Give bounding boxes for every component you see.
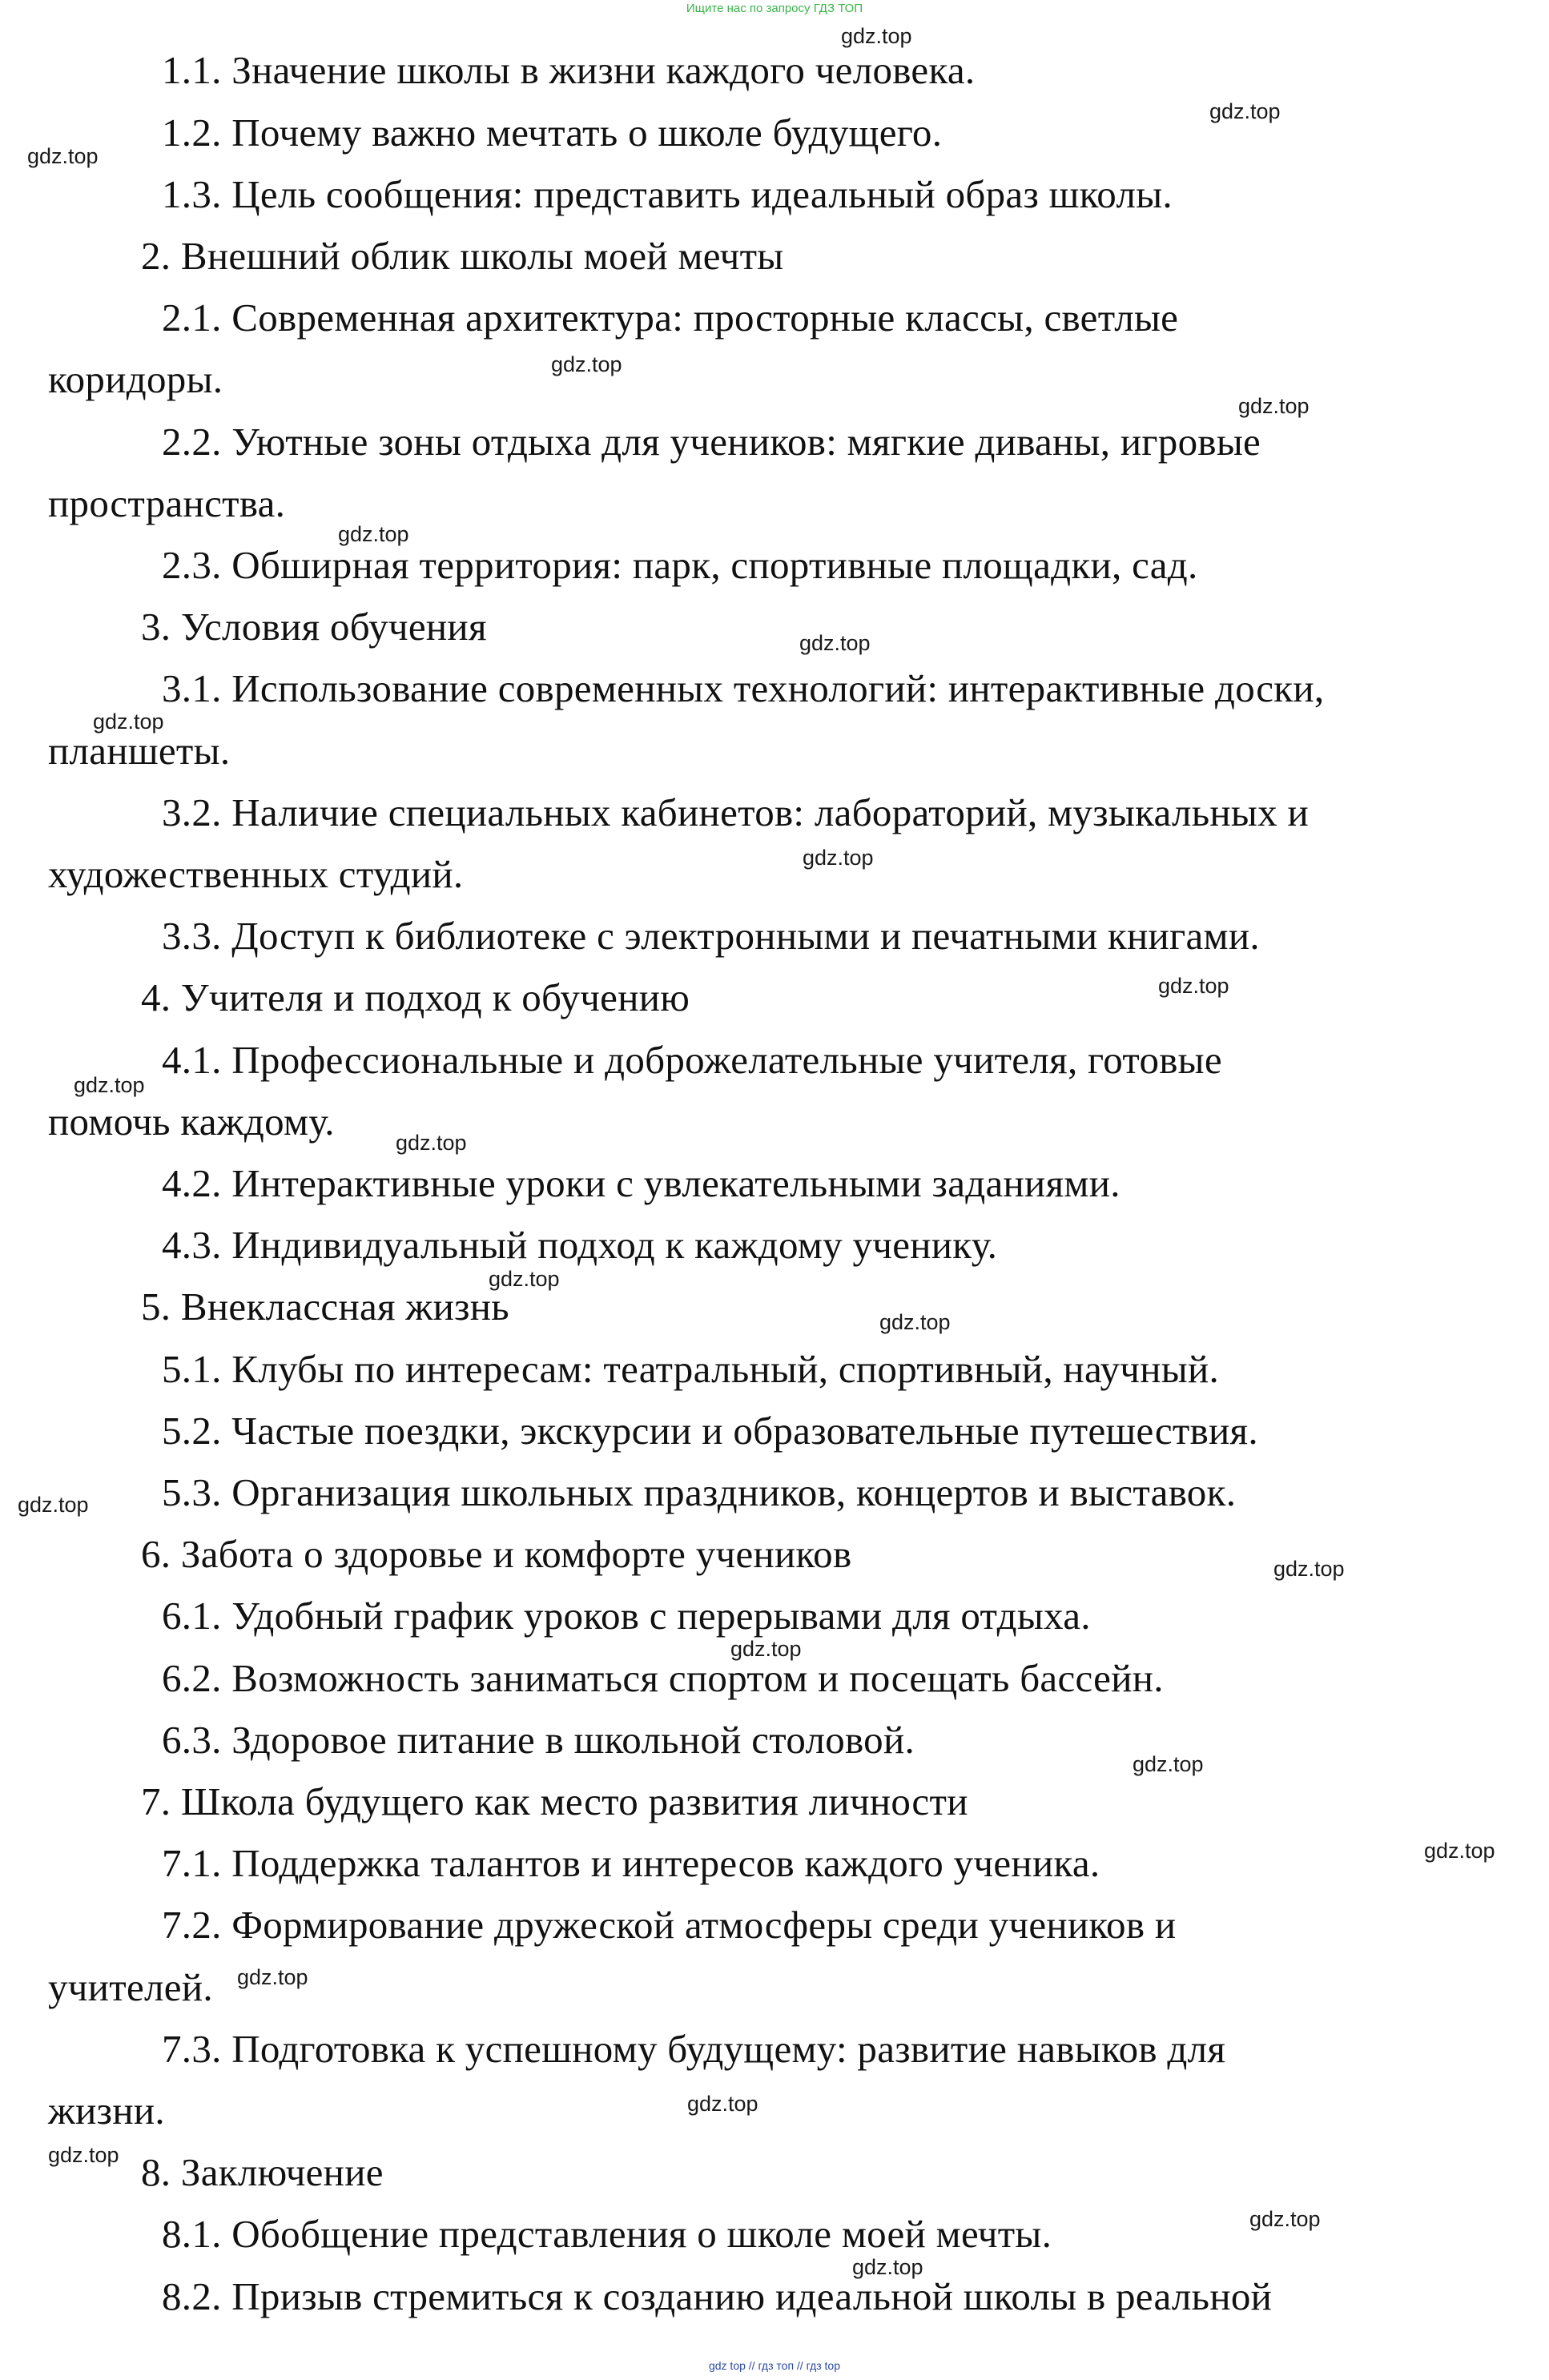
outline-line: 2.1. Современная архитектура: просторные классы, светлые xyxy=(162,295,1179,340)
watermark: gdz.top xyxy=(396,1131,467,1155)
watermark: gdz.top xyxy=(1209,99,1281,123)
outline-line: 1.2. Почему важно мечтать о школе будущего. xyxy=(162,111,943,155)
outline-line: коридоры. xyxy=(48,357,223,401)
outline-line: 8.1. Обобщение представления о школе моей мечты. xyxy=(162,2212,1052,2256)
watermark: gdz.top xyxy=(237,1965,308,1989)
watermark: gdz.top xyxy=(687,2092,758,2116)
watermark: gdz.top xyxy=(879,1310,951,1334)
watermark: gdz.top xyxy=(1273,1557,1345,1581)
watermark: gdz.top xyxy=(48,2143,119,2167)
outline-line: 4.1. Профессиональные и доброжелательные учителя, готовые xyxy=(162,1038,1222,1082)
outline-line: 6.1. Удобный график уроков с перерывами для отдыха. xyxy=(162,1594,1091,1638)
top-banner: Ищите нас по запросу ГДЗ ТОП xyxy=(686,2,863,15)
footer-watermark: gdz top // гдз топ // гдз top xyxy=(708,2359,841,2372)
watermark: gdz.top xyxy=(1424,1839,1495,1863)
outline-line: 3.1. Использование современных технологий: интерактивные доски, xyxy=(162,666,1325,710)
outline-line: помочь каждому. xyxy=(48,1100,335,1144)
outline-line: 7.2. Формирование дружеской атмосферы среди учеников и xyxy=(162,1903,1177,1947)
outline-line: 2.3. Обширная территория: парк, спортивные площадки, сад. xyxy=(162,543,1198,587)
outline-line: 4. Учителя и подход к обучению xyxy=(141,975,690,1019)
outline-line: 1.1. Значение школы в жизни каждого человека. xyxy=(162,48,976,92)
outline-line: планшеты. xyxy=(48,729,231,773)
watermark: gdz.top xyxy=(489,1267,560,1291)
outline-line: 8.2. Призыв стремиться к созданию идеальной школы в реальной xyxy=(162,2274,1273,2318)
outline-line: 5. Внеклассная жизнь xyxy=(141,1284,509,1329)
outline-line: 7.1. Поддержка талантов и интересов каждого ученика. xyxy=(162,1841,1100,1885)
watermark: gdz.top xyxy=(1133,1752,1204,1776)
outline-line: 6.3. Здоровое питание в школьной столовой. xyxy=(162,1718,915,1762)
outline-line: 2. Внешний облик школы моей мечты xyxy=(141,234,784,278)
watermark: gdz.top xyxy=(1158,974,1229,998)
outline-line: 6. Забота о здоровье и комфорте учеников xyxy=(141,1532,852,1576)
outline-line: 4.2. Интерактивные уроки с увлекательными заданиями. xyxy=(162,1161,1121,1205)
outline-line: 5.3. Организация школьных праздников, концертов и выставок. xyxy=(162,1470,1237,1514)
outline-line: 2.2. Уютные зоны отдыха для учеников: мягкие диваны, игровые xyxy=(162,420,1261,464)
outline-line: 3. Условия обучения xyxy=(141,605,487,649)
outline-line: учителей. xyxy=(48,1965,213,2009)
outline-line: художественных студий. xyxy=(48,852,464,896)
watermark: gdz.top xyxy=(18,1493,89,1517)
outline-line: 8. Заключение xyxy=(141,2150,384,2194)
watermark: gdz.top xyxy=(551,352,622,376)
watermark: gdz.top xyxy=(338,522,409,546)
outline-line: 1.3. Цель сообщения: представить идеальный образ школы. xyxy=(162,172,1173,216)
outline-line: 5.1. Клубы по интересам: театральный, спортивный, научный. xyxy=(162,1347,1220,1391)
watermark: gdz.top xyxy=(74,1073,145,1097)
watermark: gdz.top xyxy=(1249,2207,1321,2231)
outline-line: 7.3. Подготовка к успешному будущему: развитие навыков для xyxy=(162,2027,1226,2071)
outline-line: 3.2. Наличие специальных кабинетов: лабораторий, музыкальных и xyxy=(162,790,1309,834)
watermark: gdz.top xyxy=(803,846,874,870)
outline-line: 7. Школа будущего как место развития личности xyxy=(141,1779,968,1823)
watermark: gdz.top xyxy=(730,1637,802,1661)
outline-line: 6.2. Возможность заниматься спортом и посещать бассейн. xyxy=(162,1656,1164,1700)
outline-line: жизни. xyxy=(48,2089,165,2133)
outline-line: 5.2. Частые поездки, экскурсии и образовательные путешествия. xyxy=(162,1409,1258,1453)
outline-line: 3.3. Доступ к библиотеке с электронными и печатными книгами. xyxy=(162,914,1260,958)
watermark: gdz.top xyxy=(799,631,871,655)
watermark: gdz.top xyxy=(852,2255,923,2279)
outline-line: пространства. xyxy=(48,481,286,525)
outline-line: 4.3. Индивидуальный подход к каждому ученику. xyxy=(162,1223,998,1267)
watermark: gdz.top xyxy=(1238,394,1310,418)
watermark: gdz.top xyxy=(93,710,164,734)
watermark: gdz.top xyxy=(27,144,99,168)
watermark: gdz.top xyxy=(841,24,912,48)
